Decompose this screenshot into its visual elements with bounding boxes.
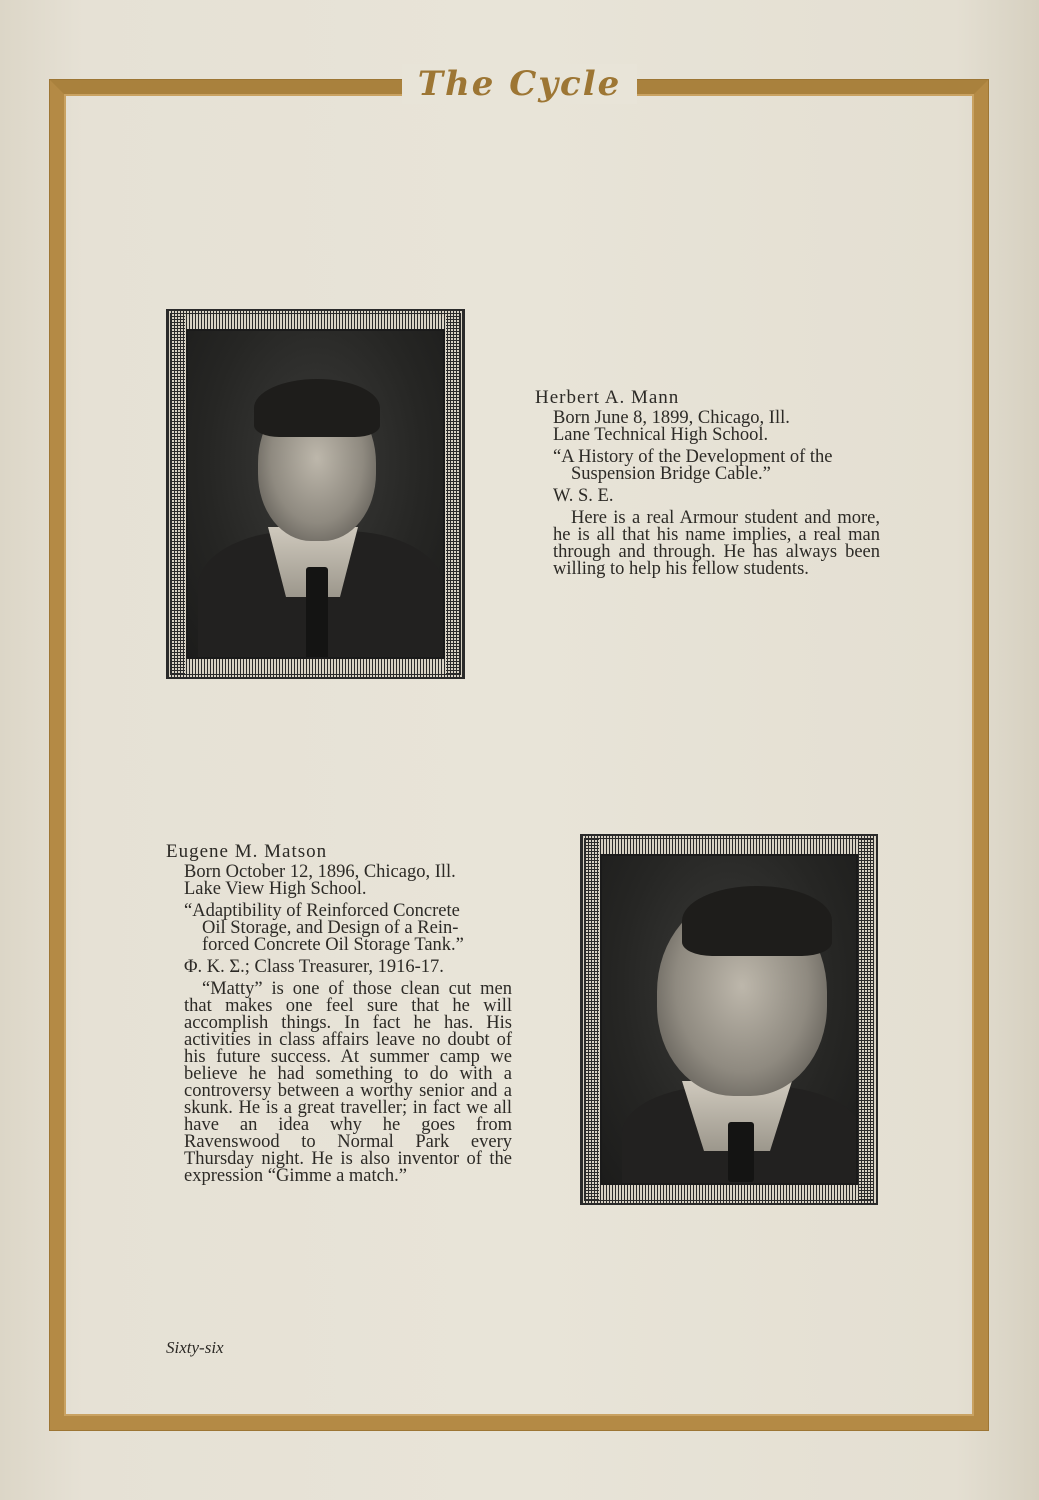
high-school: Lane Technical High School. (553, 425, 769, 445)
bio-paragraph: Here is a real Armour student and more, he is all that his name implies, a real man through and through. He has always been willing to help his fellow students. (553, 508, 880, 579)
thesis-line: “Adaptibility of Reinforced Concrete (184, 901, 460, 921)
high-school: Lake View High School. (184, 879, 367, 899)
portrait-frame-mann (166, 309, 465, 679)
affiliations: Φ. K. Σ.; Class Treasurer, 1916-17. (184, 957, 444, 977)
bio-mann (535, 389, 880, 578)
student-name: Eugene M. Matson (166, 841, 328, 862)
affiliations: W. S. E. (553, 486, 614, 506)
bio-paragraph: “Matty” is one of those clean cut men that makes one feel sure that he will accomplish things. In fact he has. His activities in class affairs leave no doubt of his future success. At summer camp we believe he had something to do with a controversy between a worthy senior and a skunk. He is a great traveller; in fact we all have an idea why he goes from Ravenswood to Normal Park every Thursday night. He is also inventor of the expression “Gimme a match.” (184, 979, 512, 1186)
thesis-line: forced Concrete Oil Storage Tank.” (202, 935, 464, 955)
student-name: Herbert A. Mann (535, 387, 680, 408)
page-number: Sixty-six (166, 1338, 224, 1357)
portrait-photo-mann (186, 329, 445, 659)
thesis-line: “A History of the Development of the (553, 447, 833, 467)
header (0, 64, 1039, 104)
page-header-title: The Cycle (402, 64, 638, 104)
birth-info: Born October 12, 1896, Chicago, Ill. (184, 862, 456, 882)
birth-info: Born June 8, 1899, Chicago, Ill. (553, 408, 790, 428)
bio-matson (166, 843, 512, 1185)
portrait-frame-matson (580, 834, 878, 1205)
thesis-line: Suspension Bridge Cable.” (571, 464, 771, 484)
thesis-line: Oil Storage, and Design of a Rein- (202, 918, 459, 938)
gold-border (50, 80, 988, 1430)
portrait-photo-matson (600, 854, 858, 1185)
